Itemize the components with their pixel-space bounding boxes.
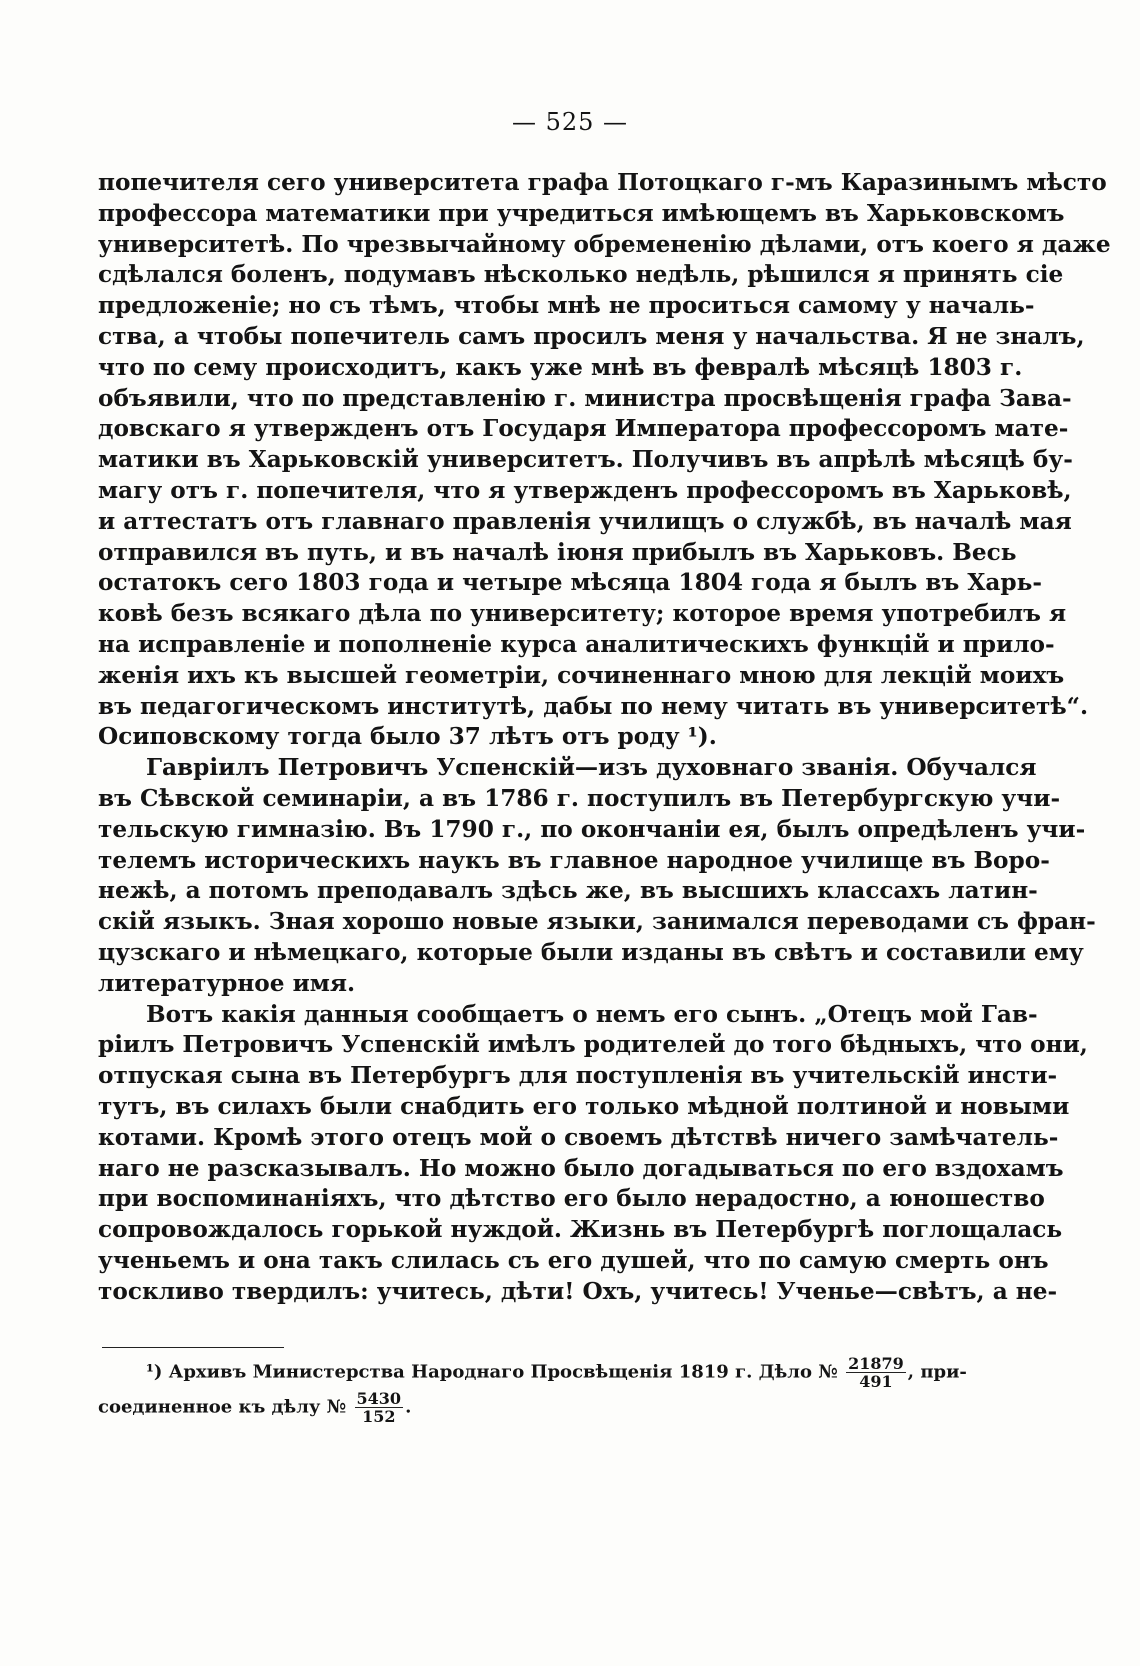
text-line: въ Сѣвской семинаріи, а въ 1786 г. поступилъ въ Петербургскую учи-	[98, 784, 1061, 812]
text-line: и аттестатъ отъ главнаго правленія училищъ о службѣ, въ началѣ мая	[98, 507, 1072, 535]
text-line: нежѣ, а потомъ преподавалъ здѣсь же, въ высшихъ классахъ латин-	[98, 877, 1038, 905]
text-line: отправился въ путь, и въ началѣ іюня прибылъ въ Харьковъ. Весь	[98, 538, 1017, 566]
text-line: Осиповскому тогда было 37 лѣтъ отъ роду ¹).	[98, 723, 717, 751]
fraction-denominator: 491	[859, 1372, 893, 1391]
text-line: литературное имя.	[98, 969, 356, 997]
footnote-tail: , при-	[907, 1361, 967, 1383]
text-line: при воспоминаніяхъ, что дѣтство его было нерадостно, а юношество	[98, 1185, 1045, 1213]
text-line: довскаго я утвержденъ отъ Государя Императора профессоромъ мате-	[98, 415, 1069, 443]
text-line: тоскливо твердилъ: учитесь, дѣти! Охъ, учитесь! Ученье—свѣтъ, а не-	[98, 1277, 1058, 1305]
fraction-numerator: 21879	[848, 1354, 904, 1373]
text-line: тутъ, въ силахъ были снабдить его только мѣдной полтиной и новыми	[98, 1092, 1070, 1120]
text-line: скій языкъ. Зная хорошо новые языки, занимался переводами съ фран-	[98, 908, 1096, 936]
text-line: университетѣ. По чрезвычайному обремененію дѣлами, отъ коего я даже	[98, 230, 1111, 258]
text-line: цузскаго и нѣмецкаго, которые были изданы въ свѣтъ и составили ему	[98, 938, 1084, 966]
fraction-denominator: 152	[362, 1407, 396, 1426]
text-line: остатокъ сего 1803 года и четыре мѣсяца 1804 года я былъ въ Харь-	[98, 569, 1042, 597]
text-line: ріилъ Петровичъ Успенскій имѣлъ родителей до того бѣдныхъ, что они,	[98, 1031, 1088, 1059]
text-line: наго не разсказывалъ. Но можно было догадываться по его вздохамъ	[98, 1154, 1064, 1182]
text-line: матики въ Харьковскій университетъ. Получивъ въ апрѣлѣ мѣсяцѣ бу-	[98, 446, 1073, 474]
text-line: отпуская сына въ Петербургъ для поступленія въ учительскій инсти-	[98, 1062, 1058, 1090]
body-text	[98, 168, 1111, 1307]
text-line: сопровождалось горькой нуждой. Жизнь въ Петербургѣ поглощалась	[98, 1216, 1063, 1244]
text-line: телемъ историческихъ наукъ въ главное народное училище въ Воро-	[98, 846, 1050, 874]
fraction-numerator: 5430	[356, 1389, 402, 1408]
footnote-text: соединенное къ дѣлу №	[98, 1396, 347, 1418]
text-line: профессора математики при учредиться имѣющемъ въ Харьковскомъ	[98, 199, 1065, 227]
text-line: объявили, что по представленію г. министра просвѣщенія графа Зава-	[98, 384, 1072, 412]
text-line: въ педагогическомъ институтѣ, дабы по нему читать въ университетѣ“.	[98, 692, 1089, 720]
footnote-rule	[102, 1347, 284, 1348]
text-line: ства, а чтобы попечитель самъ просилъ меня у начальства. Я не зналъ,	[98, 322, 1085, 350]
text-line: Вотъ какія данныя сообщаетъ о немъ его сынъ. „Отецъ мой Гав-	[146, 1000, 1038, 1028]
text-line: предложеніе; но съ тѣмъ, чтобы мнѣ не проситься самому у началь-	[98, 292, 1035, 320]
footnote-fraction-2	[355, 1390, 404, 1425]
text-line: Гавріилъ Петровичъ Успенскій—изъ духовнаго званія. Обучался	[146, 754, 1037, 782]
text-line: что по сему происходитъ, какъ уже мнѣ въ февралѣ мѣсяцѣ 1803 г.	[98, 353, 1023, 381]
page-number: — 525 —	[511, 108, 629, 136]
text-line: котами. Кромѣ этого отецъ мой о своемъ дѣтствѣ ничего замѣчатель-	[98, 1123, 1059, 1151]
text-line: ученьемъ и она такъ слилась съ его душей, что по самую смерть онъ	[98, 1246, 1049, 1274]
text-line: ковѣ безъ всякаго дѣла по университету; которое время употребилъ я	[98, 600, 1067, 628]
text-line: тельскую гимназію. Въ 1790 г., по окончаніи ея, былъ опредѣленъ учи-	[98, 815, 1086, 843]
footnote-line-2	[98, 1390, 910, 1425]
text-line: на исправленіе и пополненіе курса аналитическихъ функцій и прило-	[98, 630, 1055, 658]
text-line: попечителя сего университета графа Потоцкаго г-мъ Каразинымъ мѣсто	[98, 169, 1107, 196]
footnotes	[98, 1354, 967, 1426]
text-line: женія ихъ къ высшей геометріи, сочиненнаго мною для лекцій моихъ	[98, 661, 1065, 689]
footnote-text: ¹) Архивъ Министерства Народнаго Просвѣщенія 1819 г. Дѣло №	[146, 1361, 838, 1383]
footnote-line-1	[98, 1354, 967, 1391]
text-line: магу отъ г. попечителя, что я утвержденъ профессоромъ въ Харьковѣ,	[98, 476, 1072, 504]
footnote-tail: .	[405, 1396, 412, 1418]
footnote-fraction-1	[846, 1355, 906, 1390]
text-line: сдѣлался боленъ, подумавъ нѣсколько недѣль, рѣшился я принять сіе	[98, 261, 1064, 289]
